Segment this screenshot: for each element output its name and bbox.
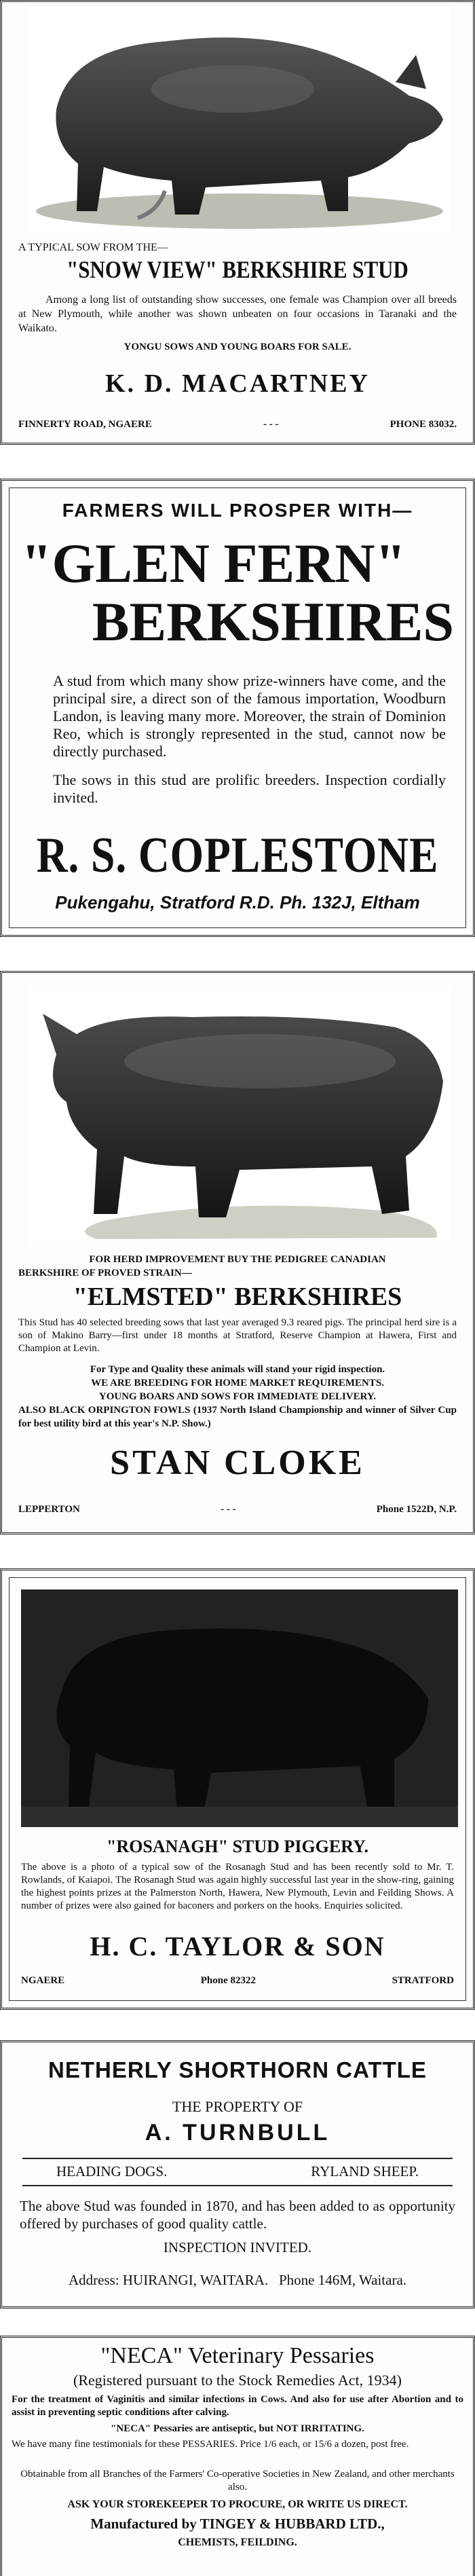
ad3-title: "ELMSTED" BERKSHIRES (73, 1283, 402, 1311)
ad1-footer (18, 418, 457, 431)
ad5-rule-bottom (22, 2185, 453, 2186)
ad5-item-sheep: RYLAND SHEEP. (311, 2163, 419, 2179)
sow-photo-snow-view (29, 7, 450, 232)
ad3-phone: Phone 1522D, N.P. (376, 1504, 457, 1515)
ad1-kicker: A TYPICAL SOW FROM THE— (18, 242, 168, 253)
ad2-title1: "GLEN FERN" (21, 532, 406, 594)
ad3-footer (18, 1503, 457, 1516)
ad4-title: "ROSANAGH" STUD PIGGERY. (106, 1837, 368, 1856)
ad6-body3: We have many fine testimonials for these PESSARIES. Price 1/6 each, or 15/6 a dozen, post free. (12, 2439, 409, 2450)
ad1-tagline: YONGU SOWS AND YOUNG BOARS FOR SALE. (124, 342, 352, 352)
ad1-body: Among a long list of outstanding show successes, one female was Champion over all breeds at New Plymouth, while another was shown unbeaten on four occasions in Taranaki and the Waikato. (18, 294, 457, 334)
ad1-address: FINNERTY ROAD, NGAERE (18, 419, 152, 430)
ad2-address: Pukengahu, Stratford R.D. Ph. 132J, Eltham (55, 892, 420, 913)
ad1-phone: PHONE 83032. (390, 419, 457, 430)
ad1-dashes: - - - (263, 419, 279, 430)
ad3-body5: ALSO BLACK ORPINGTON FOWLS (1937 North Island Championship and winner of Silver Cup for best utility bird at this year's N.P. Show.) (18, 1405, 457, 1429)
ad5-title: NETHERLY SHORTHORN CATTLE (48, 2057, 427, 2082)
ad6-body5: ASK YOUR STOREKEEPER TO PROCURE, OR WRITE US DIRECT. (67, 2499, 408, 2510)
ad4-address: NGAERE (21, 1975, 65, 1986)
ad5-invite: INSPECTION INVITED. (163, 2239, 312, 2256)
ad2-kicker: FARMERS WILL PROSPER WITH— (62, 500, 413, 521)
ad4-phone: Phone 82322 (200, 1975, 256, 1986)
ad5-sub: THE PROPERTY OF (172, 2098, 303, 2115)
ad6-body1: For the treatment of Vaginitis and similar infections in Cows. And also for use after Abortion and to assist in preventing septic conditions after calving. (12, 2394, 463, 2418)
ad-neca (0, 2336, 475, 2576)
boar-photo-elmsted (29, 987, 450, 1245)
ad3-dashes: - - - (221, 1504, 236, 1515)
ad5-item-dogs: HEADING DOGS. (56, 2163, 168, 2179)
ad3-body2: For Type and Quality these animals will stand your rigid inspection. (90, 1364, 385, 1375)
ad-rosanagh (0, 1568, 475, 2010)
ad2-name: R. S. COPLESTONE (36, 828, 439, 883)
ad3-body4: YOUNG BOARS AND SOWS FOR IMMEDIATE DELIVERY. (98, 1391, 377, 1402)
ad3-body3: WE ARE BREEDING FOR HOME MARKET REQUIREMENTS. (91, 1378, 384, 1388)
ad3-address: LEPPERTON (18, 1504, 80, 1515)
ad-netherly (0, 2040, 475, 2308)
ad4-name: H. C. TAYLOR & SON (90, 1931, 385, 1962)
ad6-chemists: CHEMISTS, FEILDING. (178, 2537, 297, 2548)
ad6-maker: Manufactured by TINGEY & HUBBARD LTD., (90, 2516, 385, 2532)
ad6-title: "NECA" Veterinary Pessaries (100, 2343, 375, 2368)
ad6-sub: (Registered pursuant to the Stock Remedies Act, 1934) (73, 2372, 402, 2389)
ad4-town: STRATFORD (392, 1975, 454, 1986)
ad6-body4: Obtainable from all Branches of the Farmers' Co-operative Societies in New Zealand, and other merchants also. (20, 2469, 455, 2492)
ad2-title2: BERKSHIRES (92, 591, 454, 652)
ad5-address: Address: HUIRANGI, WAITARA. Phone 146M, Waitara. (68, 2272, 407, 2288)
ad6-body2: "NECA" Pessaries are antiseptic, but NOT IRRITATING. (111, 2423, 364, 2434)
ad5-body: The above Stud was founded in 1870, and has been added to as opportunity offered by purchases of good quality cattle. (20, 2198, 455, 2232)
ad-snow-view (0, 0, 475, 445)
ad4-body: The above is a photo of a typical sow of the Rosanagh Stud and has been recently sold to Mr. T. Rowlands, of Kaiapoi. The Rosanagh Stud was again highly successful last year in the show-ring, gaining the highest points prizes at the Palmerston North, Hawera, New Plymouth, Levin and Feilding Shows. A number of prizes were also gained for baconers and porkers on the hooks. Enquiries solicited. (21, 1862, 454, 1911)
ad2-body1: A stud from which many show prize-winners have come, and the principal sire, a direct son of the famous importation, Woodburn Landon, is leaving many more. Moreover, the strain of Dominion Reo, which is strongly represented in the stud, cannot now be directly purchased. (53, 672, 446, 760)
ad4-footer (21, 1974, 454, 1987)
ad3-kicker2: BERKSHIRE OF PROVED STRAIN— (18, 1268, 192, 1278)
ad-glen-fern (0, 479, 475, 937)
ad5-name: A. TURNBULL (145, 2120, 330, 2146)
ad5-items (56, 2163, 419, 2180)
ad5-rule-top (22, 2158, 453, 2159)
ad1-title: "SNOW VIEW" BERKSHIRE STUD (66, 256, 408, 283)
ad3-name: STAN CLOKE (110, 1443, 365, 1482)
ad3-kicker1: FOR HERD IMPROVEMENT BUY THE PEDIGREE CANADIAN (89, 1254, 386, 1265)
sow-photo-rosanagh (21, 1589, 458, 1827)
ad1-name: K. D. MACARTNEY (105, 369, 370, 398)
ad3-body1: This Stud has 40 selected breeding sows that last year averaged 9.3 reared pigs. The principal herd sire is a son of Makino Barry—first under 18 months at Stratford, Reserve Champion at Hawera, First and Champion at Levin. (18, 1317, 457, 1354)
ad2-body2: The sows in this stud are prolific breeders. Inspection cordially invited. (53, 771, 446, 806)
ad-elmsted (0, 971, 475, 1534)
